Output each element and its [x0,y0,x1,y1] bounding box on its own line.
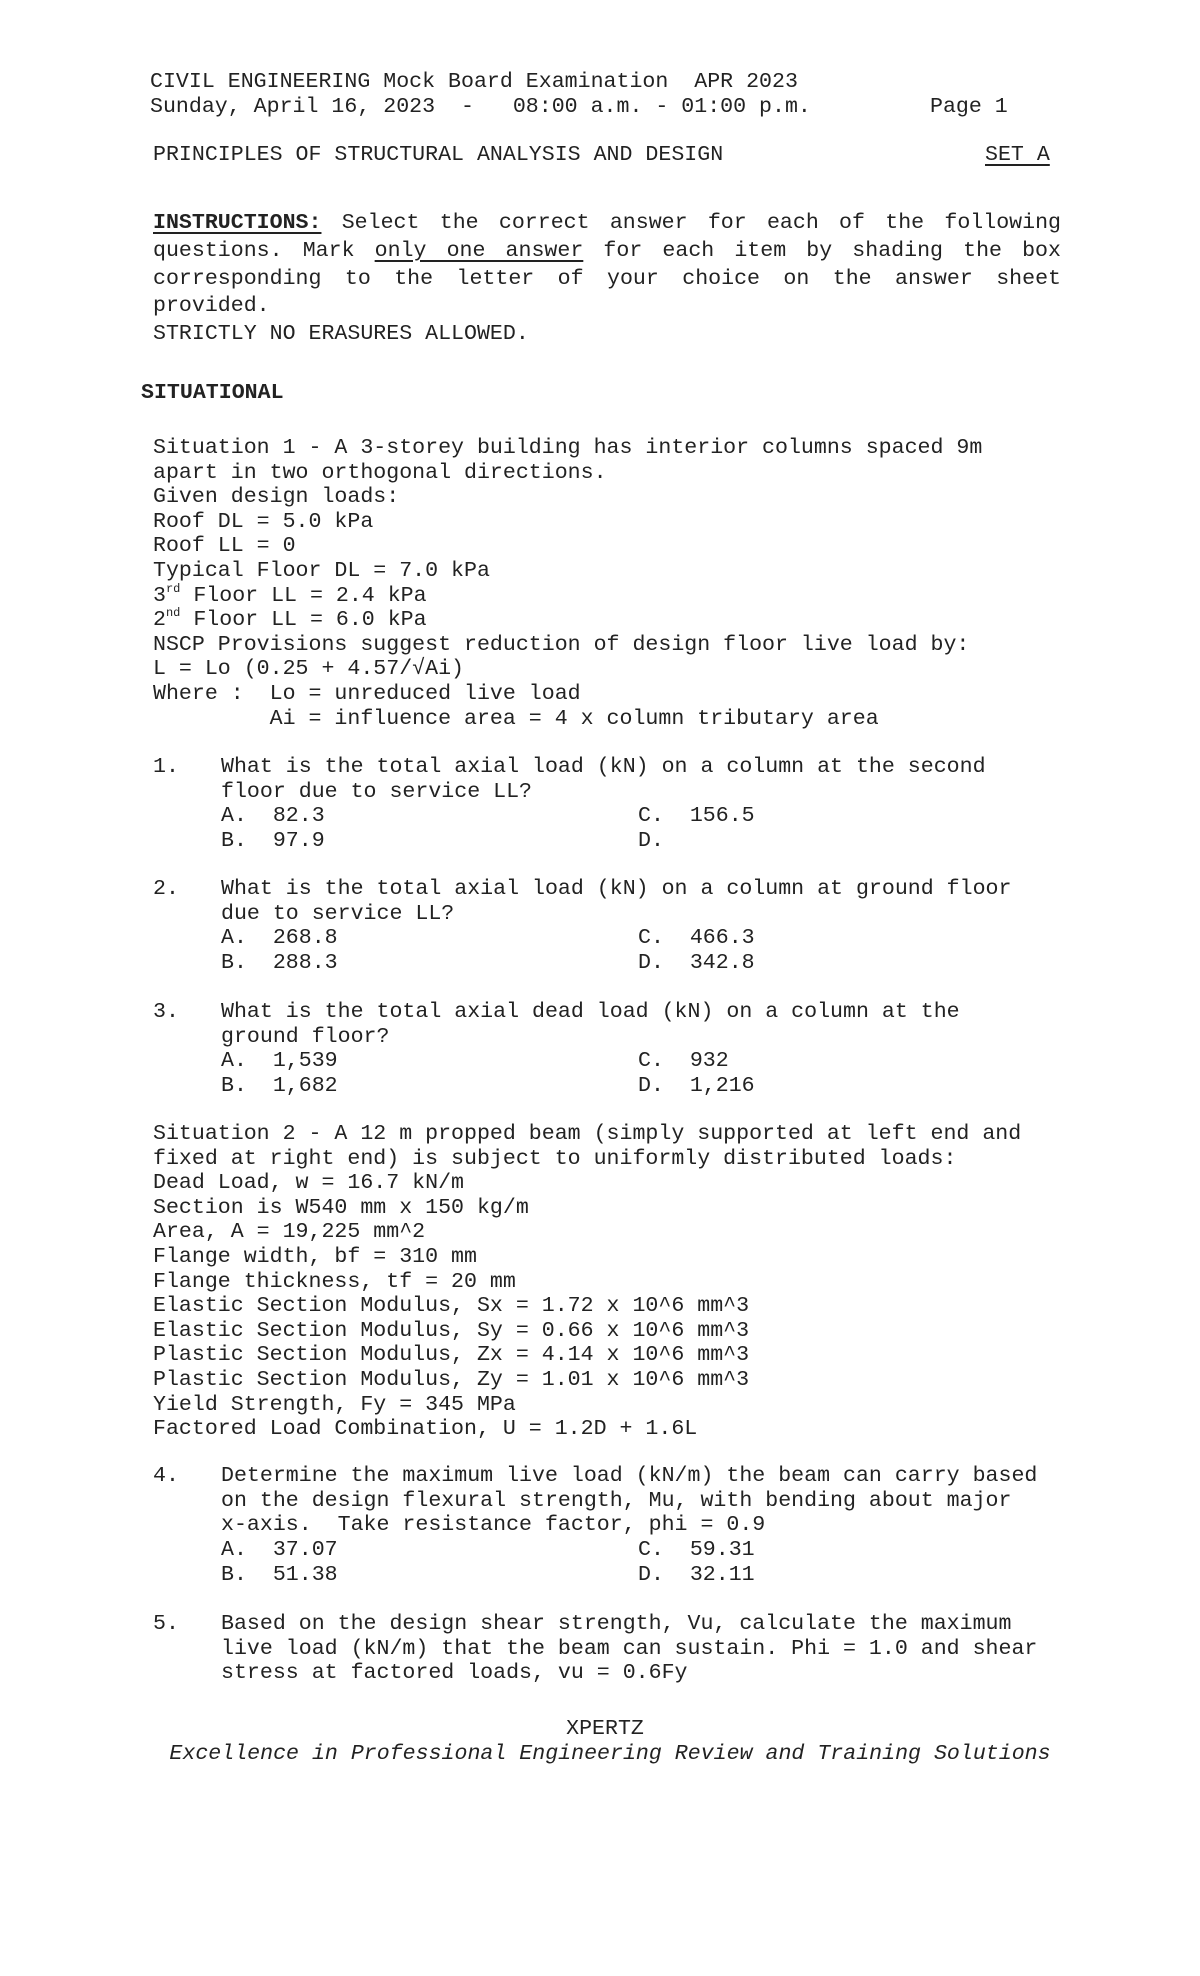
situation-line: Area, A = 19,225 mm^2 [153,1220,426,1245]
situation-line: Situation 1 - A 3-storey building has interior columns spaced 9m [153,436,983,460]
page-number: Page 1 [930,95,1008,119]
situation-line: Plastic Section Modulus, Zy = 1.01 x 10^6 mm^3 [153,1367,750,1392]
situation-line: Flange width, bf = 310 mm [153,1244,477,1269]
instructions-text: Select the correct answer for each of the following questions. Mark [153,211,1061,263]
subject-title: PRINCIPLES OF STRUCTURAL ANALYSIS AND DESIGN [153,143,724,167]
situation-line: Yield Strength, Fy = 345 MPa [153,1392,516,1417]
situation-line: Elastic Section Modulus, Sy = 0.66 x 10^6 mm^3 [153,1318,750,1343]
situation-line: Roof DL = 5.0 kPa [153,509,374,534]
option-d: D. [638,829,664,853]
situation-line: apart in two orthogonal directions. [153,460,607,485]
situation-line: Factored Load Combination, U = 1.2D + 1.6L [153,1417,698,1442]
question-number: 5. [153,1612,179,1636]
option-c: C. 932 [638,1049,729,1073]
footer-brand: XPERTZ [566,1717,644,1741]
section-title: SITUATIONAL [141,381,284,405]
situation-line: Typical Floor DL = 7.0 kPa [153,558,490,583]
exam-date-time: Sunday, April 16, 2023 - 08:00 a.m. - 01:00 p.m. [150,95,811,119]
situation-line: NSCP Provisions suggest reduction of design floor live load by: [153,632,970,657]
question-number: 4. [153,1464,179,1488]
option-a: A. 268.8 [221,926,338,950]
instructions-emphasis: only one answer [374,238,584,263]
option-c: C. 156.5 [638,804,755,828]
question-text: What is the total axial load (kN) on a column at the second [221,755,986,779]
instructions-warning: STRICTLY NO ERASURES ALLOWED. [153,322,529,347]
exam-title: CIVIL ENGINEERING Mock Board Examination APR 2023 [150,70,798,94]
situation-1 [153,436,982,731]
question-text: due to service LL? [221,901,455,926]
question-number: 2. [153,877,179,901]
formula-line: L = Lo (0.25 + 4.57/√Ai) [153,657,465,682]
situation-line-floor2: 2nd Floor LL = 6.0 kPa [153,606,427,633]
question-text: ground floor? [221,1024,390,1049]
option-d: D. 32.11 [638,1563,755,1587]
instructions-text-2: for each item by shading the box corresponding to the letter of your choice on the answer sheet provided. [153,238,1061,319]
question-text: What is the total axial load (kN) on a column at ground floor [221,877,1012,901]
situation-line-floor3: 3rd Floor LL = 2.4 kPa [153,581,427,608]
situation-line: Elastic Section Modulus, Sx = 1.72 x 10^6 mm^3 [153,1294,750,1319]
question-text: stress at factored loads, vu = 0.6Fy [221,1661,688,1686]
option-a: A. 37.07 [221,1538,338,1562]
question-number: 3. [153,1000,179,1024]
question-text: Determine the maximum live load (kN/m) the beam can carry based [221,1464,1038,1488]
situation-2 [153,1122,1021,1442]
situation-line: fixed at right end) is subject to uniformly distributed loads: [153,1146,957,1171]
situation-line: Roof LL = 0 [153,534,296,559]
situation-line: Ai = influence area = 4 x column tributary area [153,706,879,731]
option-d: D. 342.8 [638,951,755,975]
footer-tagline: Excellence in Professional Engineering Review and Training Solutions [169,1742,1051,1766]
question-text: live load (kN/m) that the beam can sustain. Phi = 1.0 and shear [221,1636,1038,1661]
question-text: Based on the design shear strength, Vu, calculate the maximum [221,1612,1012,1636]
question-text: What is the total axial dead load (kN) on a column at the [221,1000,960,1024]
question-text: on the design flexural strength, Mu, with bending about major [221,1488,1012,1513]
option-b: B. 1,682 [221,1074,338,1098]
option-b: B. 51.38 [221,1563,338,1587]
instructions [153,210,1061,349]
option-a: A. 82.3 [221,804,325,828]
question-number: 1. [153,755,179,779]
set-label: SET A [985,143,1050,167]
option-a: A. 1,539 [221,1049,338,1073]
question-text: x-axis. Take resistance factor, phi = 0.9 [221,1513,766,1538]
situation-line: Section is W540 mm x 150 kg/m [153,1195,529,1220]
option-b: B. 97.9 [221,829,325,853]
option-c: C. 466.3 [638,926,755,950]
option-d: D. 1,216 [638,1074,755,1098]
instructions-label: INSTRUCTIONS: [153,211,322,235]
situation-line: Situation 2 - A 12 m propped beam (simply supported at left end and [153,1122,1022,1146]
situation-line: Dead Load, w = 16.7 kN/m [153,1171,465,1196]
situation-line: Plastic Section Modulus, Zx = 4.14 x 10^6 mm^3 [153,1343,750,1368]
question-text: floor due to service LL? [221,779,533,804]
situation-line: Where : Lo = unreduced live load [153,681,581,706]
situation-line: Given design loads: [153,485,400,510]
situation-line: Flange thickness, tf = 20 mm [153,1269,516,1294]
option-c: C. 59.31 [638,1538,755,1562]
option-b: B. 288.3 [221,951,338,975]
